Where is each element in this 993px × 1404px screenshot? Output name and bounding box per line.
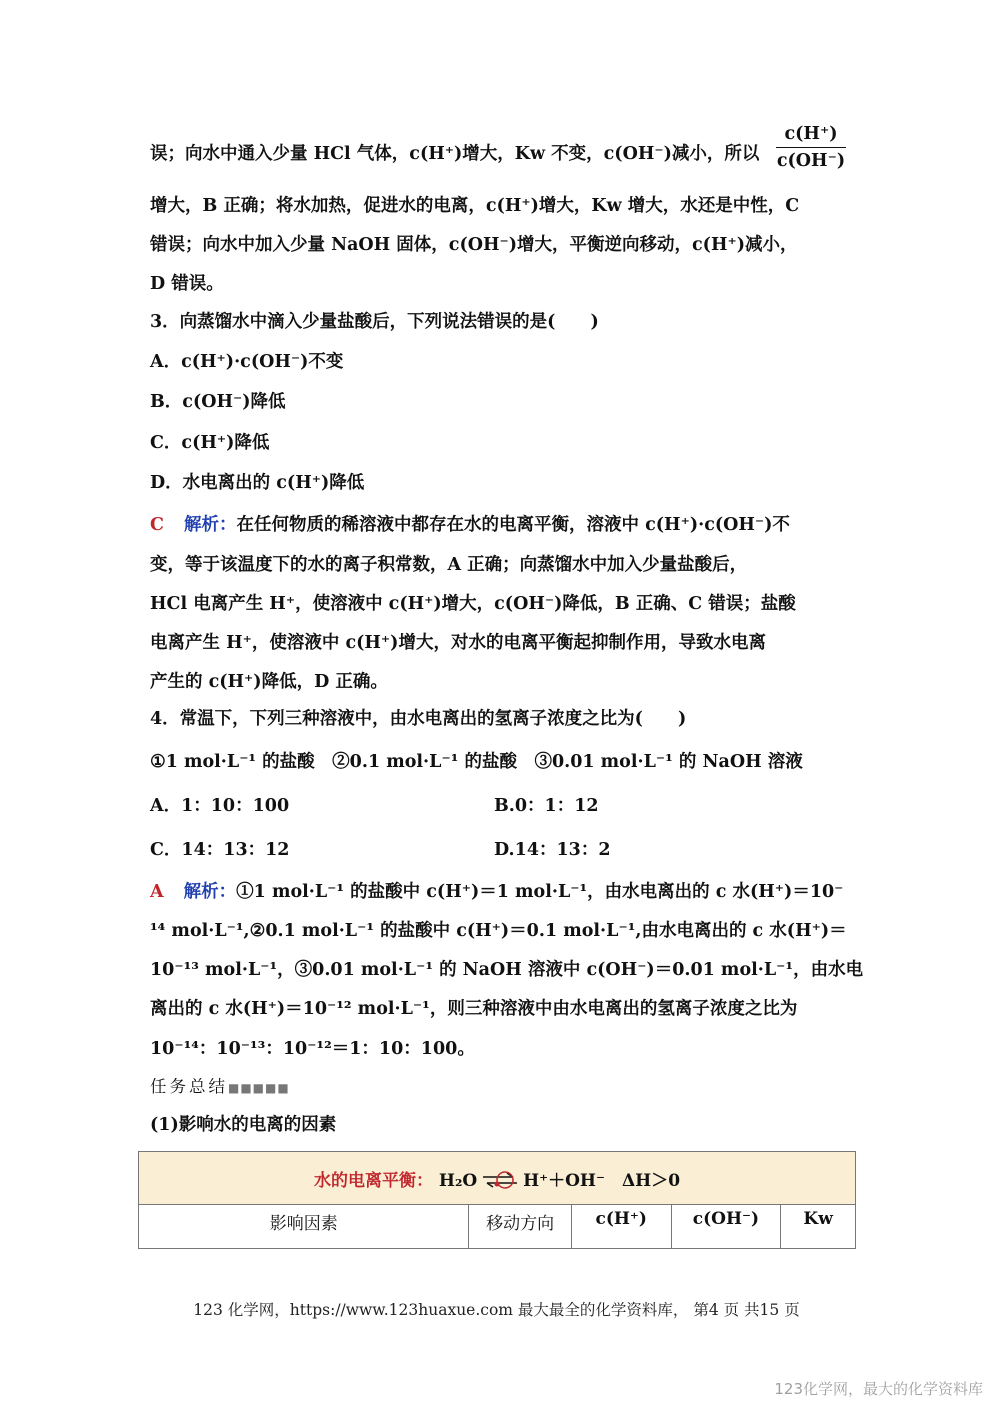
col-header-direction: 移动方向: [469, 1205, 571, 1249]
q3-answer-letter: C: [150, 515, 164, 535]
equation-left: H₂O: [438, 1170, 478, 1191]
reversible-arrow-icon: [483, 1171, 517, 1189]
text-line: 误；向水中通入少量 HCl 气体，c(H⁺)增大，Kw 不变，c(OH⁻)减小，所以: [150, 144, 760, 164]
text-line: B．c(OH⁻)降低: [150, 392, 286, 412]
text-line: D 错误。: [150, 274, 224, 294]
text-line: 增大，B 正确；将水加热，促进水的电离，c(H⁺)增大，Kw 增大，水还是中性，C: [150, 196, 800, 216]
text-line: (1)影响水的电离的因素: [150, 1115, 337, 1135]
table-title-prefix: 水的电离平衡：: [313, 1170, 433, 1191]
table-title-cell: [139, 1152, 856, 1205]
text-line: C．c(H⁺)降低: [150, 433, 270, 453]
q3-analysis-text: 在任何物质的稀溶液中都存在水的电离平衡，溶液中 c(H⁺)·c(OH⁻)不: [236, 515, 790, 535]
text-line: D．水电离出的 c(H⁺)降低: [150, 473, 365, 493]
text-line: ①1 mol·L⁻¹ 的盐酸 ②0.1 mol·L⁻¹ 的盐酸 ③0.01 mol·L⁻¹ 的 NaOH 溶液: [150, 752, 803, 772]
col-header-kw: Kw: [781, 1205, 856, 1249]
task-summary-heading: [150, 1074, 290, 1101]
q4-analysis-text: ①1 mol·L⁻¹ 的盐酸中 c(H⁺)＝1 mol·L⁻¹，由水电离出的 c 水(H⁺)＝10⁻: [236, 882, 844, 902]
fraction-numerator: c(H⁺): [784, 124, 838, 144]
q3-analysis-label: 解析：: [184, 515, 237, 535]
watermark: 123化学网，最大的化学资料库: [774, 1380, 983, 1398]
equation-right: H⁺＋OH⁻ ΔH＞0: [523, 1170, 681, 1191]
q4-analysis-label: 解析：: [183, 882, 237, 902]
text-line: 电离产生 H⁺，使溶液中 c(H⁺)增大，对水的电离平衡起抑制作用，导致水电离: [150, 633, 766, 653]
q4-answer-line: [150, 879, 843, 905]
text-line: ¹⁴ mol·L⁻¹,②0.1 mol·L⁻¹ 的盐酸中 c(H⁺)＝0.1 mol·L⁻¹,由水电离出的 c 水(H⁺)＝: [150, 921, 847, 941]
text-line: 变，等于该温度下的水的离子积常数，A 正确；向蒸馏水中加入少量盐酸后，: [150, 555, 748, 575]
q4-option-b: B.0：1：12: [494, 796, 599, 816]
q4-option-c: C．14：13：12: [150, 840, 290, 860]
text-line: 错误；向水中加入少量 NaOH 固体，c(OH⁻)增大，平衡逆向移动，c(H⁺)减小，: [150, 235, 798, 255]
equilibrium-table: [138, 1151, 856, 1249]
q4-option-d: D.14：13：2: [494, 840, 611, 860]
text-line: 产生的 c(H⁺)降低，D 正确。: [150, 672, 388, 692]
text-line: 离出的 c 水(H⁺)＝10⁻¹² mol·L⁻¹，则三种溶液中由水电离出的氢离子浓度之比为: [150, 999, 798, 1019]
col-header-factor: 影响因素: [139, 1205, 469, 1249]
task-summary-label: 任务总结: [150, 1077, 228, 1096]
fraction-denominator: c(OH⁻): [776, 151, 846, 171]
q4-answer-letter: A: [150, 882, 164, 902]
text-line: 4．常温下，下列三种溶液中，由水电离出的氢离子浓度之比为( ): [150, 709, 687, 729]
text-line: HCl 电离产生 H⁺，使溶液中 c(H⁺)增大，c(OH⁻)降低，B 正确、C 错误；盐酸: [150, 594, 796, 614]
fraction-bar: [776, 147, 846, 148]
text-line: 10⁻¹³ mol·L⁻¹，③0.01 mol·L⁻¹ 的 NaOH 溶液中 c(OH⁻)＝0.01 mol·L⁻¹，由水电: [150, 960, 864, 980]
text-line: 10⁻¹⁴：10⁻¹³：10⁻¹²＝1：10：100。: [150, 1039, 475, 1059]
q3-answer-line: [150, 512, 790, 538]
col-header-c-oh: c(OH⁻): [671, 1205, 781, 1249]
q4-option-a: A．1：10：100: [150, 796, 290, 816]
text-line: 3．向蒸馏水中滴入少量盐酸后，下列说法错误的是( ): [150, 312, 599, 332]
col-header-c-h: c(H⁺): [571, 1205, 671, 1249]
fraction: [776, 124, 846, 171]
task-summary-dots: ■■■■■: [228, 1081, 290, 1095]
page-footer: 123 化学网，https://www.123huaxue.com 最大最全的化学资料库， 第4 页 共15 页: [193, 1301, 800, 1319]
text-line: A．c(H⁺)·c(OH⁻)不变: [150, 352, 344, 372]
